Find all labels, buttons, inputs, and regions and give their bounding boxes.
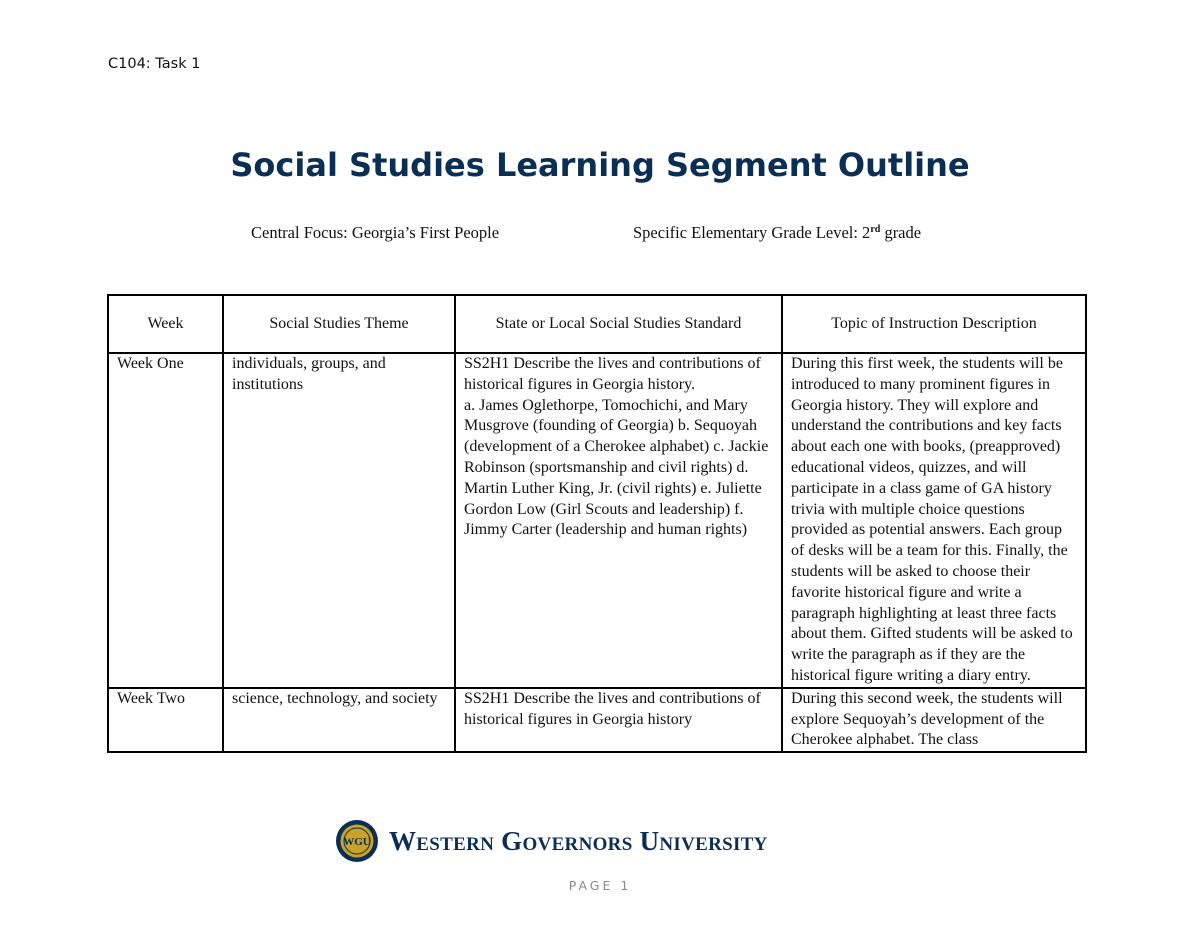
header-week: Week (108, 295, 223, 353)
header-description: Topic of Instruction Description (782, 295, 1086, 353)
grade-level (633, 223, 921, 243)
week-cell: Week Two (108, 688, 223, 752)
central-focus: Central Focus: Georgia’s First People (251, 223, 500, 242)
table-row (108, 353, 1086, 688)
grade-level-suffix: grade (880, 223, 922, 242)
theme-cell: individuals, groups, and institutions (223, 353, 455, 688)
standard-cell: SS2H1 Describe the lives and contributions of historical figures in Georgia history. a. James Oglethorpe, Tomochichi, and Mary Musgrove (founding of Georgia) b. Sequoyah (development of a Cherokee alphabet) c. Jackie Robinson (sportsmanship and civil rights) d. Martin Luther King, Jr. (civil rights) e. Juliette Gordon Low (Girl Scouts and leadership) f. Jimmy Carter (leadership and human rights) (455, 353, 782, 688)
theme-cell: science, technology, and society (223, 688, 455, 752)
segment-outline-table (107, 294, 1087, 753)
description-cell: During this second week, the students will explore Sequoyah’s development of the Cherokee alphabet. The class (782, 688, 1086, 752)
week-cell: Week One (108, 353, 223, 688)
seal-letters: WGU (343, 836, 371, 848)
course-task-label: C104: Task 1 (108, 56, 201, 72)
page-number: PAGE 1 (568, 878, 632, 893)
grade-level-ordinal: rd (870, 224, 881, 235)
header-standard: State or Local Social Studies Standard (455, 295, 782, 353)
university-name: Western Governors University (389, 825, 768, 856)
document-title: Social Studies Learning Segment Outline (230, 146, 970, 184)
standard-cell: SS2H1 Describe the lives and contributions of historical figures in Georgia history (455, 688, 782, 752)
header-theme: Social Studies Theme (223, 295, 455, 353)
university-seal-icon (335, 819, 379, 863)
table-header-row (108, 295, 1086, 353)
table-row (108, 688, 1086, 752)
description-cell: During this first week, the students will be introduced to many prominent figures in Georgia history. They will explore and understand the contributions and key facts about each one with books, (preapproved) educational videos, quizzes, and will participate in a class game of GA history trivia with multiple choice questions provided as potential answers. Each group of desks will be a team for this. Finally, the students will be asked to choose their favorite historical figure and write a paragraph highlighting at least three facts about them. Gifted students will be asked to write the paragraph as if they are the historical figure writing a diary entry. (782, 353, 1086, 688)
wgu-logo (335, 818, 835, 864)
grade-level-prefix: Specific Elementary Grade Level: 2 (633, 223, 871, 242)
